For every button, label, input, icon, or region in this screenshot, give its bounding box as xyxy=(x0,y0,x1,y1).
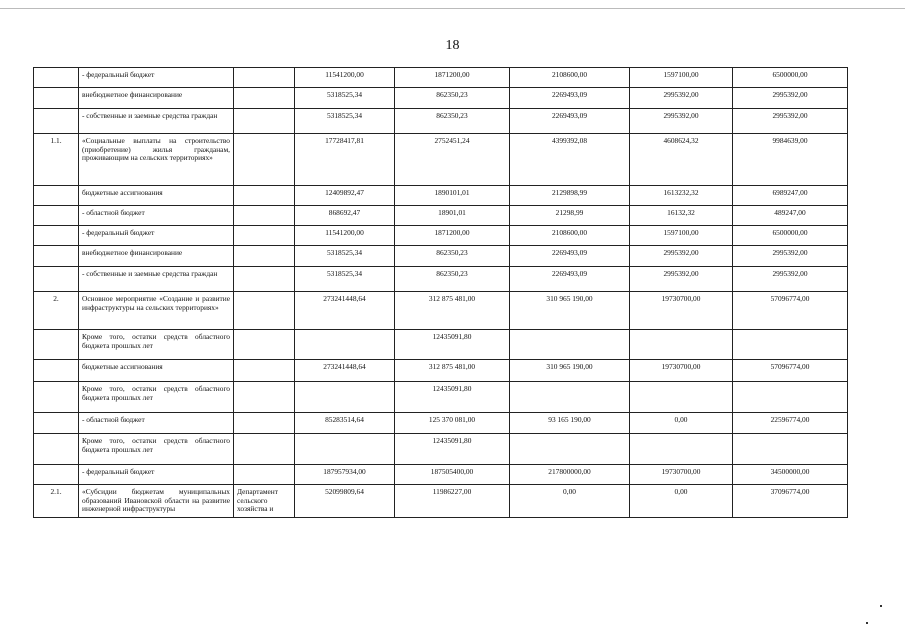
amount-cell: 862350,23 xyxy=(395,88,510,109)
amount-cell: 9984639,00 xyxy=(733,134,848,186)
table-row xyxy=(34,485,848,518)
row-description-cell: - федеральный бюджет xyxy=(79,465,234,485)
amount-cell: 1597100,00 xyxy=(630,68,733,88)
amount-cell: 22596774,00 xyxy=(733,413,848,434)
table-row xyxy=(34,88,848,109)
amount-cell: 4608624,32 xyxy=(630,134,733,186)
amount-cell: 6500000,00 xyxy=(733,226,848,246)
amount-cell: 187505400,00 xyxy=(395,465,510,485)
row-description-cell: - собственные и заемные средства граждан xyxy=(79,109,234,134)
amount-cell: 310 965 190,00 xyxy=(510,360,630,382)
row-code-cell xyxy=(34,246,79,267)
row-executor-cell xyxy=(234,267,295,292)
amount-cell: 6989247,00 xyxy=(733,186,848,206)
row-executor-cell xyxy=(234,68,295,88)
row-description-cell: Основное мероприятие «Создание и развитие инфраструктуры на сельских территориях» xyxy=(79,292,234,330)
amount-cell: 57096774,00 xyxy=(733,292,848,330)
row-code-cell xyxy=(34,88,79,109)
amount-cell: 2995392,00 xyxy=(630,88,733,109)
table-row xyxy=(34,267,848,292)
row-code-cell xyxy=(34,68,79,88)
table-row xyxy=(34,246,848,267)
amount-cell xyxy=(733,330,848,360)
amount-cell: 273241448,64 xyxy=(295,292,395,330)
amount-cell: 125 370 081,00 xyxy=(395,413,510,434)
row-code-cell: 2.1. xyxy=(34,485,79,518)
row-executor-cell xyxy=(234,434,295,465)
row-code-cell xyxy=(34,465,79,485)
amount-cell xyxy=(510,330,630,360)
row-executor-cell xyxy=(234,206,295,226)
row-description-cell: Кроме того, остатки средств областного бюджета прошлых лет xyxy=(79,382,234,413)
amount-cell: 6500000,00 xyxy=(733,68,848,88)
amount-cell: 2269493,09 xyxy=(510,246,630,267)
amount-cell: 2995392,00 xyxy=(630,246,733,267)
amount-cell: 11541200,00 xyxy=(295,226,395,246)
amount-cell xyxy=(733,382,848,413)
amount-cell: 273241448,64 xyxy=(295,360,395,382)
row-code-cell xyxy=(34,382,79,413)
table-row xyxy=(34,186,848,206)
amount-cell xyxy=(630,382,733,413)
row-executor-cell xyxy=(234,226,295,246)
row-description-cell: «Субсидии бюджетам муниципальных образований Ивановской области на развитие инженерной инфраструктуры xyxy=(79,485,234,518)
row-description-cell: - федеральный бюджет xyxy=(79,226,234,246)
table-row xyxy=(34,134,848,186)
amount-cell: 0,00 xyxy=(630,485,733,518)
amount-cell: 21298,99 xyxy=(510,206,630,226)
row-code-cell: 2. xyxy=(34,292,79,330)
amount-cell: 11986227,00 xyxy=(395,485,510,518)
amount-cell: 16132,32 xyxy=(630,206,733,226)
table-row xyxy=(34,68,848,88)
amount-cell: 1871200,00 xyxy=(395,226,510,246)
amount-cell: 5318525,34 xyxy=(295,88,395,109)
row-code-cell xyxy=(34,186,79,206)
amount-cell: 0,00 xyxy=(510,485,630,518)
row-executor-cell xyxy=(234,330,295,360)
amount-cell: 57096774,00 xyxy=(733,360,848,382)
row-code-cell xyxy=(34,434,79,465)
amount-cell: 11541200,00 xyxy=(295,68,395,88)
row-description-cell: - областной бюджет xyxy=(79,206,234,226)
row-executor-cell xyxy=(234,186,295,206)
amount-cell: 12435091,80 xyxy=(395,434,510,465)
amount-cell: 17728417,81 xyxy=(295,134,395,186)
row-description-cell: - областной бюджет xyxy=(79,413,234,434)
row-executor-cell xyxy=(234,465,295,485)
row-executor-cell xyxy=(234,360,295,382)
amount-cell: 2995392,00 xyxy=(733,267,848,292)
table-row xyxy=(34,413,848,434)
row-description-cell: «Социальные выплаты на строительство (приобретение) жилья гражданам, проживающим на сельских территориях» xyxy=(79,134,234,186)
amount-cell: 1890101,01 xyxy=(395,186,510,206)
amount-cell xyxy=(510,382,630,413)
amount-cell xyxy=(510,434,630,465)
amount-cell xyxy=(295,434,395,465)
amount-cell: 187957934,00 xyxy=(295,465,395,485)
amount-cell: 0,00 xyxy=(630,413,733,434)
row-description-cell: Кроме того, остатки средств областного бюджета прошлых лет xyxy=(79,330,234,360)
budget-table xyxy=(33,67,848,518)
table-row xyxy=(34,382,848,413)
amount-cell: 217800000,00 xyxy=(510,465,630,485)
amount-cell: 312 875 481,00 xyxy=(395,292,510,330)
table-row xyxy=(34,292,848,330)
amount-cell: 862350,23 xyxy=(395,267,510,292)
amount-cell: 2269493,09 xyxy=(510,88,630,109)
amount-cell: 1597100,00 xyxy=(630,226,733,246)
amount-cell: 2995392,00 xyxy=(733,109,848,134)
amount-cell: 2752451,24 xyxy=(395,134,510,186)
table-row xyxy=(34,434,848,465)
row-executor-cell xyxy=(234,134,295,186)
amount-cell: 2269493,09 xyxy=(510,267,630,292)
row-code-cell xyxy=(34,413,79,434)
row-executor-cell xyxy=(234,292,295,330)
row-description-cell: бюджетные ассигнования xyxy=(79,186,234,206)
amount-cell: 2108600,00 xyxy=(510,226,630,246)
row-code-cell xyxy=(34,267,79,292)
table-row xyxy=(34,206,848,226)
row-description-cell: - федеральный бюджет xyxy=(79,68,234,88)
amount-cell: 1613232,32 xyxy=(630,186,733,206)
table-row xyxy=(34,109,848,134)
row-description-cell: - собственные и заемные средства граждан xyxy=(79,267,234,292)
amount-cell: 19730700,00 xyxy=(630,292,733,330)
amount-cell xyxy=(733,434,848,465)
amount-cell: 312 875 481,00 xyxy=(395,360,510,382)
amount-cell: 85283514,64 xyxy=(295,413,395,434)
amount-cell: 2995392,00 xyxy=(630,267,733,292)
amount-cell: 34500000,00 xyxy=(733,465,848,485)
row-executor-cell xyxy=(234,109,295,134)
amount-cell: 18901,01 xyxy=(395,206,510,226)
amount-cell: 52099809,64 xyxy=(295,485,395,518)
amount-cell: 862350,23 xyxy=(395,109,510,134)
amount-cell: 37096774,00 xyxy=(733,485,848,518)
row-description-cell: Кроме того, остатки средств областного бюджета прошлых лет xyxy=(79,434,234,465)
amount-cell xyxy=(630,330,733,360)
amount-cell: 489247,00 xyxy=(733,206,848,226)
amount-cell: 310 965 190,00 xyxy=(510,292,630,330)
row-code-cell xyxy=(34,226,79,246)
amount-cell: 2995392,00 xyxy=(630,109,733,134)
amount-cell: 2995392,00 xyxy=(733,88,848,109)
row-code-cell xyxy=(34,330,79,360)
amount-cell: 4399392,08 xyxy=(510,134,630,186)
amount-cell: 5318525,34 xyxy=(295,246,395,267)
amount-cell: 19730700,00 xyxy=(630,360,733,382)
row-executor-cell xyxy=(234,88,295,109)
amount-cell: 5318525,34 xyxy=(295,109,395,134)
amount-cell: 1871200,00 xyxy=(395,68,510,88)
row-description-cell: внебюджетное финансирование xyxy=(79,88,234,109)
page-number: 18 xyxy=(445,38,460,53)
amount-cell xyxy=(295,330,395,360)
amount-cell: 2995392,00 xyxy=(733,246,848,267)
row-executor-cell xyxy=(234,413,295,434)
row-executor-cell: Департамент сельского хозяйства и xyxy=(234,485,295,518)
amount-cell xyxy=(295,382,395,413)
amount-cell: 19730700,00 xyxy=(630,465,733,485)
amount-cell: 868692,47 xyxy=(295,206,395,226)
amount-cell: 2129898,99 xyxy=(510,186,630,206)
amount-cell xyxy=(630,434,733,465)
row-executor-cell xyxy=(234,246,295,267)
table-row xyxy=(34,330,848,360)
amount-cell: 2269493,09 xyxy=(510,109,630,134)
row-description-cell: бюджетные ассигнования xyxy=(79,360,234,382)
amount-cell: 2108600,00 xyxy=(510,68,630,88)
row-code-cell xyxy=(34,109,79,134)
amount-cell: 862350,23 xyxy=(395,246,510,267)
amount-cell: 12435091,80 xyxy=(395,382,510,413)
table-row xyxy=(34,465,848,485)
scan-speck xyxy=(866,622,868,624)
table-row xyxy=(34,226,848,246)
page-top-edge xyxy=(0,8,905,9)
row-description-cell: внебюджетное финансирование xyxy=(79,246,234,267)
amount-cell: 5318525,34 xyxy=(295,267,395,292)
row-executor-cell xyxy=(234,382,295,413)
row-code-cell xyxy=(34,360,79,382)
amount-cell: 93 165 190,00 xyxy=(510,413,630,434)
amount-cell: 12435091,80 xyxy=(395,330,510,360)
row-code-cell xyxy=(34,206,79,226)
amount-cell: 12409892,47 xyxy=(295,186,395,206)
table-row xyxy=(34,360,848,382)
scan-speck xyxy=(880,605,882,607)
row-code-cell: 1.1. xyxy=(34,134,79,186)
